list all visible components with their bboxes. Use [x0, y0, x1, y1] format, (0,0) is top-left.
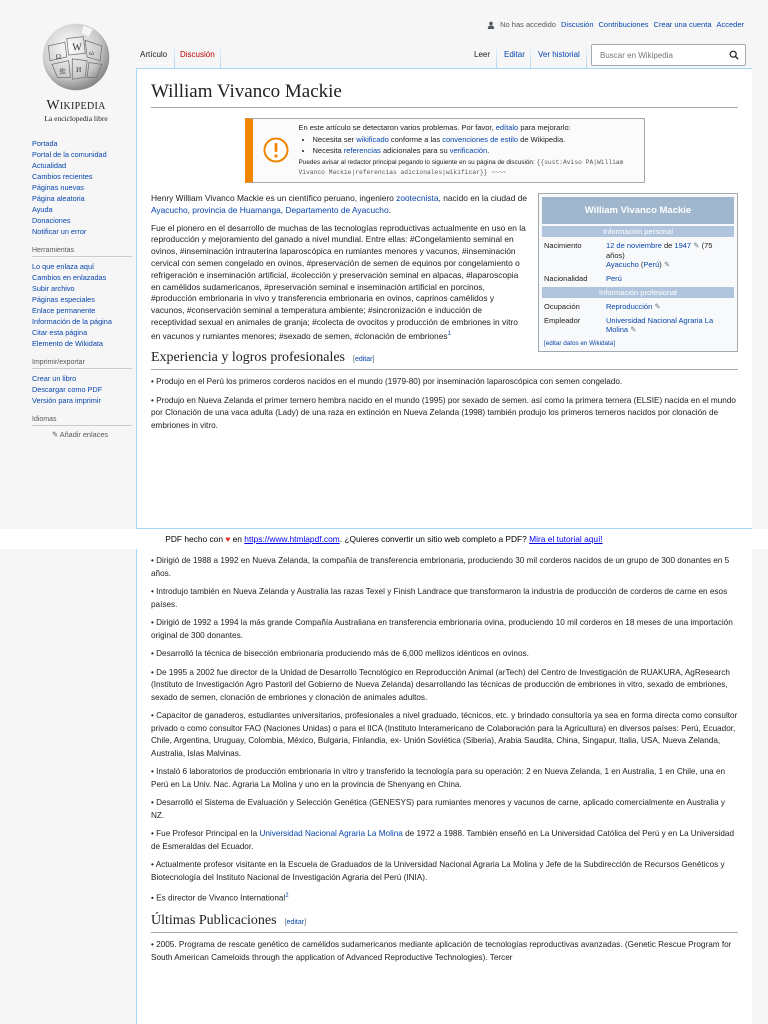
logo-tagline: La enciclopedia libre	[44, 114, 108, 123]
article-content-continued	[136, 549, 752, 1024]
notice-intro-text: En este artículo se detectaron varios problemas. Por favor,	[298, 123, 494, 132]
tab-read[interactable]: Leer	[474, 50, 491, 59]
list-item-text: • Fue Profesor Principal en la	[151, 829, 258, 838]
notice-item-text: de Wikipedia.	[520, 135, 566, 144]
sidebar-item-aleatoria[interactable]: Página aleatoria	[32, 194, 85, 203]
notice-item-text: conforme a las	[390, 135, 441, 144]
tab-separator	[586, 44, 587, 68]
edit-wikidata-text[interactable]: [editar datos en Wikidata]	[544, 339, 616, 347]
pencil-icon[interactable]: ✎	[693, 241, 700, 250]
wikify-link[interactable]: wikificado	[356, 135, 389, 144]
occupation-value	[606, 302, 732, 312]
intro-paragraph-1: Henry William Vivanco Mackie es un científico peruano, ingeniero zootecnista, nacido en la ciudad de Ayacucho, provincia de Huamanga, Departamento de Ayacucho.	[151, 193, 528, 215]
tab-edit[interactable]: Editar	[504, 50, 525, 59]
references-link[interactable]: referencias	[343, 146, 381, 155]
maintenance-notice	[245, 118, 645, 183]
not-logged-text: No has accedido	[500, 20, 556, 29]
tab-article[interactable]: Artículo	[136, 50, 171, 64]
pdf-banner-text: en	[232, 534, 242, 544]
section-edit: [editar]	[353, 356, 375, 364]
section-title: Últimas Publicaciones	[151, 913, 277, 929]
list-item	[151, 828, 738, 853]
create-account-link[interactable]: Crear una cuenta	[653, 20, 712, 29]
tab-bar	[136, 44, 752, 68]
list-item: • 2005. Programa de rescate genético de camélidos sudamericanos mediante aplicación de tecnologías reproductivas avanzadas. (Genetic Rescue Program for South American Cameloids through the application of Advanced Reproductive Technologies). Tercer	[151, 940, 732, 962]
pencil-icon[interactable]: ✎	[630, 325, 637, 334]
notice-edit-link[interactable]: edítalo	[495, 123, 519, 132]
list-item: • Produjo en el Perú los primeros corderos nacidos en el mundo (1979-80) por inseminación laparoscópica con semen congelado.	[151, 377, 623, 387]
infobox-personal-heading: Información personal	[542, 226, 734, 237]
search-icon[interactable]	[729, 50, 739, 60]
infobox-professional-heading: Información profesional	[542, 287, 734, 298]
departamento-link[interactable]: Departamento de Ayacucho	[285, 204, 389, 215]
contributions-link[interactable]: Contribuciones	[598, 20, 649, 29]
sidebar-nav	[32, 138, 132, 237]
nationality-link[interactable]: Perú	[606, 273, 622, 283]
sidebar-item-donaciones[interactable]: Donaciones	[32, 216, 71, 225]
add-links-label: Añadir enlaces	[59, 430, 109, 439]
intro-text: Fue el pionero en el desarrollo de muchas de las tecnologías reproductivas actualmente en uso en la reproducción y mejoramiento del ganado a nivel mundial. Entre ellas: #Congelamiento seminal en ovinos, #inseminación intrauterina laparoscópica en rumiantes menores y vacunos, #inseminación cervical con semen congelado en ovinos, #preservación de semen de equinos por congelamiento o refrigeración e inseminación artificial, #colección y preservación seminal en alpacas, #laparoscopia en camélidos sudamericanos, #preservación seminal e inseminación artificial en porcinos, #producción embrionaria in vivo y transferencia embrionaria en ovinos, caprinos camélidos y vacunos, #conservación seminal a temperatura ambiente; #sincronización e inducción de receptividad sexual en animales de granja; #colecta de ovocitos y producción de embriones in vitro en vacunos y rumiantes menores; #sexado de semen, #clonación de embriones	[151, 222, 526, 341]
pencil-icon: ✎	[52, 430, 59, 439]
section-heading	[151, 913, 738, 933]
wikipedia-logo[interactable]	[28, 20, 124, 123]
search-input[interactable]	[598, 50, 718, 61]
style-conventions-link[interactable]: convenciones de estilo	[442, 135, 519, 144]
notice-small-text	[299, 158, 638, 178]
warning-icon	[263, 137, 289, 163]
section-edit-link[interactable]: editar	[286, 919, 305, 927]
sidebar-item-wikidata[interactable]: Elemento de Wikidata	[32, 339, 103, 348]
sidebar-item-actualidad[interactable]: Actualidad	[32, 161, 67, 170]
notice-item-text: Necesita	[312, 146, 342, 155]
list-item: • Desarrolló el Sistema de Evaluación y Selección Genética (GENESYS) para rumiantes menores y vacunos de carne, aplicado comercialmente en Australia y NZ.	[151, 798, 725, 820]
sidebar-item-ayuda[interactable]: Ayuda	[32, 205, 53, 214]
print-heading: Imprimir/exportar	[32, 359, 132, 369]
sidebar-item-subir[interactable]: Subir archivo	[32, 284, 75, 293]
infobox-row-nationality	[542, 272, 734, 286]
list-item: • Capacitor de ganaderos, estudiantes universitarios, profesionales a nivel graduado, técnicos, etc. y brindado consultoría ya sea en forma directa como consultor privado o como consultor FAO (Naciones Unidas) o para el IICA (Instituto Interamericano de Colaboración para la Agricultura) en diversos países: Perú, Ecuador, Chile, Argentina, Uruguay, Colombia, México, Bulgaria, Finlandia, ex- Unión Soviética (Siberia), Arabia Saudita, China, Singapur, Italia, USA, Nueva Zelanda, Australia, Islas Malvinas.	[151, 711, 738, 758]
notice-intro	[299, 123, 638, 132]
infobox-title: William Vivanco Mackie	[542, 197, 734, 224]
tab-separator	[530, 44, 531, 68]
notice-template-code: {{sust:Aviso PA|William Vivanco Mackie|referencias adicionales|wikificar}} ~~~~	[298, 159, 624, 176]
pdf-banner-text: PDF hecho con	[165, 534, 223, 544]
list-item: • Introdujo también en Nueva Zelanda y Australia las razas Texel y Finish Landrace que transformaron la industria de producción de corderos de carne en esos países.	[151, 587, 728, 609]
notice-item-text: Necesita ser	[312, 135, 355, 144]
sidebar-item-cambios-enlazadas[interactable]: Cambios en enlazadas	[32, 273, 107, 282]
pdf-banner-text: . ¿Quieres convertir un sitio web completo a PDF?	[339, 534, 527, 544]
sidebar-item-cambios[interactable]: Cambios recientes	[32, 172, 93, 181]
infobox-row-occupation	[542, 300, 734, 314]
notice-small-label: Puedes avisar al redactor principal pegando lo siguiente en su página de discusión:	[298, 159, 535, 166]
list-item: • Actualmente profesor visitante en la Escuela de Graduados de la Universidad Nacional Agraria La Molina y Jefe de la Subdirección de Recursos Genéticos y Biotecnología del Instituto Nacional de Investigación Agraria del Perú (INIA).	[151, 860, 725, 882]
verification-link[interactable]: verificación	[449, 146, 488, 155]
sidebar-item-portada[interactable]: Portada	[32, 139, 58, 148]
personal-discussion-link[interactable]: Discusión	[560, 20, 594, 29]
list-item-text: • Es director de Vivanco International	[151, 893, 286, 903]
occupation-link[interactable]: Reproducción	[606, 302, 653, 311]
list-item	[151, 890, 738, 905]
tab-discussion[interactable]: Discusión	[180, 50, 215, 59]
notice-item-text: adicionales para su	[382, 146, 448, 155]
birth-place-link[interactable]: Ayacucho	[606, 260, 639, 269]
sidebar-item-citar[interactable]: Citar esta página	[32, 328, 88, 337]
article-content	[136, 68, 752, 529]
birth-date-link[interactable]: 12 de noviembre	[606, 241, 662, 250]
notice-list	[299, 134, 638, 156]
notice-item	[313, 145, 638, 156]
section-title: Experiencia y logros profesionales	[151, 350, 345, 366]
htmlapdf-link[interactable]: https://www.htmlapdf.com	[244, 534, 340, 544]
svg-text:И: И	[76, 64, 82, 74]
ayacucho-link[interactable]: Ayacucho	[151, 204, 188, 215]
employer-label: Empleador	[544, 315, 581, 325]
user-icon	[487, 21, 495, 29]
list-item: • De 1995 a 2002 fue director de la Unidad de Desarrollo Tecnológico en Reproducción Animal (arTech) del Centro de Investigación de RUAKURA, AgResearch (Instituto de Investigación Agro Pastoril del Gobierno de Nueva Zelanda) desarrollando las técnicas de producción de embriones in vitro, sexado de embriones, sexado de semen, clonación de embriones y clonación de animales adultos.	[151, 667, 730, 702]
svg-text:Ω: Ω	[55, 51, 62, 61]
nationality-value	[606, 274, 732, 284]
puzzle-globe-icon	[39, 20, 113, 94]
notice-intro-end: para mejorarlo:	[520, 123, 571, 132]
birth-de: de	[663, 241, 673, 250]
sidebar-item-notificar[interactable]: Notificar un error	[32, 227, 87, 236]
sidebar	[32, 138, 132, 439]
page-title: William Vivanco Mackie	[151, 81, 738, 108]
tools-heading: Herramientas	[32, 247, 132, 257]
infobox-row-birth	[542, 239, 734, 272]
birth-year-link[interactable]: 1947	[674, 241, 692, 250]
reference-1[interactable]: 1	[447, 330, 451, 337]
list-item: • Desarrolló la técnica de bisección embrionaria produciendo más de 6,000 mellizos idénticos en ovinos.	[151, 649, 529, 658]
sidebar-item-portal[interactable]: Portal de la comunidad	[32, 150, 107, 159]
tab-separator	[174, 44, 175, 68]
notice-body	[299, 123, 638, 178]
section-heading	[151, 350, 738, 370]
employer-link[interactable]: Universidad Nacional Agraria La Molina	[606, 315, 714, 334]
infobox-row-employer	[542, 314, 734, 337]
sidebar-item-paginas-nuevas[interactable]: Páginas nuevas	[32, 183, 84, 192]
list-item: • Dirigió de 1988 a 1992 en Nueva Zelanda, la compañía de transferencia embrionaria, produciendo 30 mil corderos nacidos de un grupo de 300 donantes en 5 años.	[151, 556, 730, 578]
svg-text:W: W	[72, 42, 82, 54]
unalm-link[interactable]: Universidad Nacional Agraria La Molina	[259, 829, 403, 838]
reference-2[interactable]: 2	[285, 893, 289, 899]
svg-text:ω: ω	[88, 48, 94, 58]
sidebar-item-informacion[interactable]: Información de la página	[32, 317, 112, 326]
search-box	[591, 44, 746, 66]
sidebar-item-especiales[interactable]: Páginas especiales	[32, 295, 95, 304]
notice-item	[313, 134, 638, 145]
tab-separator	[220, 44, 221, 68]
list-item: • Dirigió de 1992 a 1994 la más grande Compañía Australiana en transferencia embrionaria ovina, produciendo 10 mil corderos en 18 meses de una importación original de 300 donantes.	[151, 618, 733, 640]
sidebar-item-pdf[interactable]: Descargar como PDF	[32, 385, 103, 394]
notice-item-text: .	[487, 146, 490, 155]
birth-age: (75 años)	[606, 241, 713, 260]
list-item-text: de 1972 a 1988. También enseñó en La Universidad Católica del Perú y en La Universidad de Esmeraldas del Ecuador.	[151, 829, 735, 851]
personal-tools	[487, 20, 744, 29]
tab-history[interactable]: Ver historial	[538, 50, 580, 59]
edit-wikidata-link[interactable]	[542, 337, 734, 348]
list-item: • Produjo en Nueva Zelanda el primer ternero hembra nacido en el mundo (1995) por sexado de semen. así como la primera ternera (ELSIE) nacida en el mundo por Clonación de una vaca adulta (Lady) de una raza en extinción en Nueva Zelanda (1998) también produjo los primeros terneros nacidos por clonación de embriones in vitro.	[151, 395, 736, 430]
birth-label: Nacimiento	[544, 241, 582, 250]
infobox	[538, 193, 738, 352]
add-links-button[interactable]	[32, 430, 132, 439]
huamanga-link[interactable]: provincia de Huamanga	[192, 204, 281, 215]
occupation-label: Ocupación	[544, 302, 580, 311]
employer-value	[606, 316, 732, 335]
pencil-icon[interactable]: ✎	[663, 260, 671, 269]
pdf-banner	[0, 529, 768, 549]
zootecnista-link[interactable]: zootecnista	[396, 193, 439, 203]
section-edit: [editar]	[284, 919, 307, 927]
heart-icon: ♥	[225, 534, 231, 544]
login-link[interactable]: Acceder	[716, 20, 744, 29]
pencil-icon[interactable]: ✎	[654, 302, 661, 311]
sidebar-item-libro[interactable]: Crear un libro	[32, 374, 77, 383]
birth-value: 12 de noviembre de 1947 ✎ (75 años) Ayacucho (Perú) ✎	[606, 241, 713, 269]
tutorial-link[interactable]: Mira el tutorial aquí!	[529, 534, 603, 544]
nationality-label: Nacionalidad	[544, 273, 588, 283]
sidebar-item-imprimir[interactable]: Versión para imprimir	[32, 396, 101, 405]
sidebar-item-enlaza[interactable]: Lo que enlaza aquí	[32, 262, 95, 271]
logo-wordmark: Wikipedia	[46, 98, 106, 113]
section-edit-link[interactable]: editar	[354, 356, 373, 364]
sidebar-item-permanente[interactable]: Enlace permanente	[32, 306, 96, 315]
intro-text: Henry William Vivanco Mackie es un científico peruano, ingeniero	[151, 193, 394, 203]
tab-separator	[496, 44, 497, 68]
intro-text: , nacido en la ciudad de	[438, 193, 528, 203]
languages-heading: Idiomas	[32, 416, 132, 426]
birth-country-link[interactable]: Perú	[643, 260, 660, 269]
list-item: • Instaló 6 laboratorios de producción embrionaria in vitro y transferido la tecnología para su operación: 2 en Nueva Zelanda, 1 en Australia, 1 en Chile, una en Perú en La Univ. Nac. Agraria La Molina y uno en la provincia de Shenyang en China.	[151, 767, 726, 789]
svg-text:維: 維	[59, 68, 66, 76]
